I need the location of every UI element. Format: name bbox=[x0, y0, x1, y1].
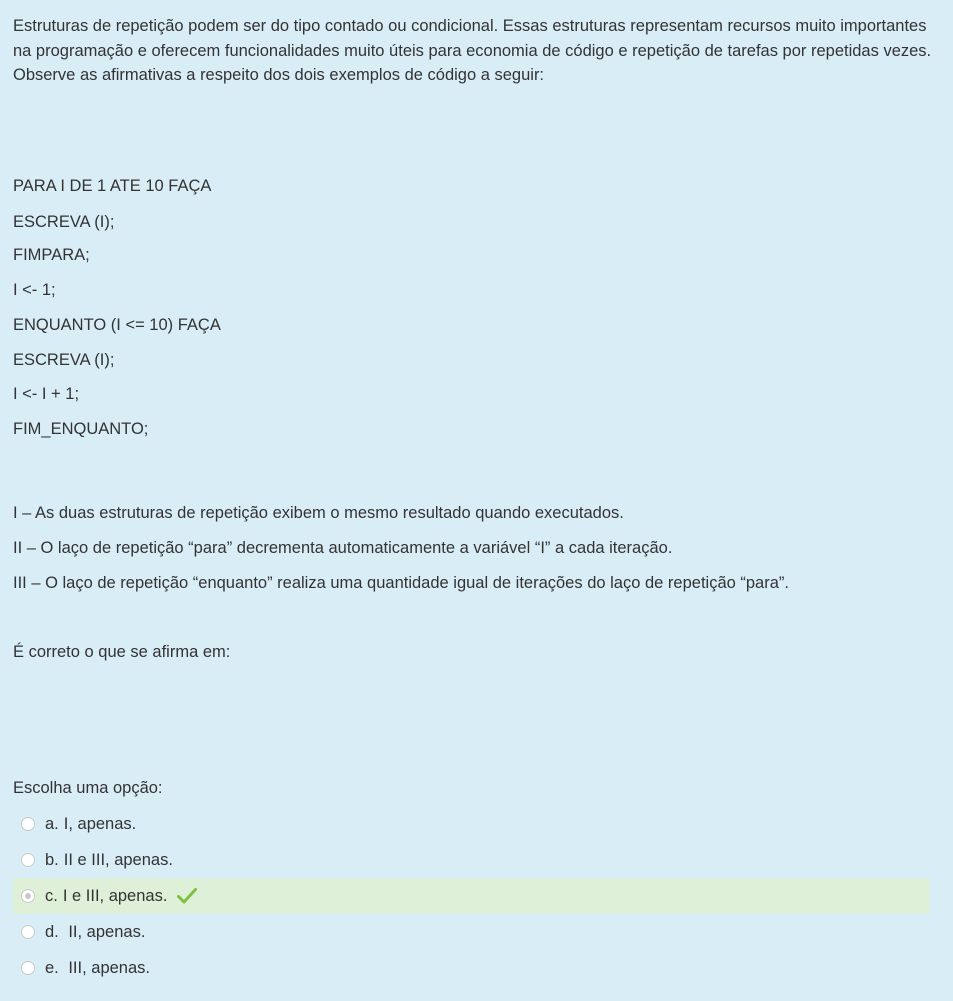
radio-dot bbox=[25, 893, 31, 899]
code-line: I <- 1; bbox=[13, 281, 56, 299]
option-text: II e III, apenas. bbox=[63, 850, 173, 869]
option-text: I, apenas. bbox=[63, 814, 137, 833]
statement-1: I – As duas estruturas de repetição exibem o mesmo resultado quando executados. bbox=[13, 504, 624, 522]
option-letter: d. bbox=[45, 922, 59, 941]
check-icon bbox=[177, 888, 197, 904]
option-e[interactable] bbox=[13, 950, 930, 986]
code-line: ENQUANTO (I <= 10) FAÇA bbox=[13, 316, 221, 334]
radio-button[interactable] bbox=[21, 925, 35, 939]
statement-3: III – O laço de repetição “enquanto” realiza uma quantidade igual de iterações do laço de repetição “para”. bbox=[13, 574, 789, 592]
radio-button[interactable] bbox=[21, 961, 35, 975]
option-letter: e. bbox=[45, 958, 59, 977]
radio-button[interactable] bbox=[21, 853, 35, 867]
code-line: ESCREVA (I); bbox=[13, 351, 115, 369]
question-intro: Estruturas de repetição podem ser do tipo contado ou condicional. Essas estruturas representam recursos muito importantes na programação e oferecem funcionalidades muito úteis para economia de código e repetição de tarefas por repetidas vezes. Observe as afirmativas a respeito dos dois exemplos de código a seguir: bbox=[13, 17, 932, 84]
statement-2: II – O laço de repetição “para” decrementa automaticamente a variável “I” a cada iteração. bbox=[13, 539, 673, 557]
option-a[interactable] bbox=[13, 806, 930, 842]
answer-options bbox=[13, 806, 930, 986]
code-line: FIMPARA; bbox=[13, 246, 90, 264]
option-b[interactable] bbox=[13, 842, 930, 878]
option-letter: b. bbox=[45, 850, 59, 869]
code-line: FIM_ENQUANTO; bbox=[13, 420, 149, 438]
option-letter: a. bbox=[45, 814, 59, 833]
code-line: ESCREVA (I); bbox=[13, 213, 115, 231]
option-text: I e III, apenas. bbox=[62, 886, 168, 905]
code-line: I <- I + 1; bbox=[13, 385, 80, 403]
option-text: III, apenas. bbox=[63, 958, 150, 977]
option-d[interactable] bbox=[13, 914, 930, 950]
radio-button[interactable] bbox=[21, 817, 35, 831]
choose-label: Escolha uma opção: bbox=[13, 779, 163, 797]
option-c[interactable] bbox=[13, 878, 930, 914]
code-line: PARA I DE 1 ATE 10 FAÇA bbox=[13, 177, 212, 195]
question-prompt: É correto o que se afirma em: bbox=[13, 643, 231, 661]
option-text: II, apenas. bbox=[63, 922, 146, 941]
option-letter: c. bbox=[45, 886, 58, 905]
radio-button-selected[interactable] bbox=[21, 889, 35, 903]
